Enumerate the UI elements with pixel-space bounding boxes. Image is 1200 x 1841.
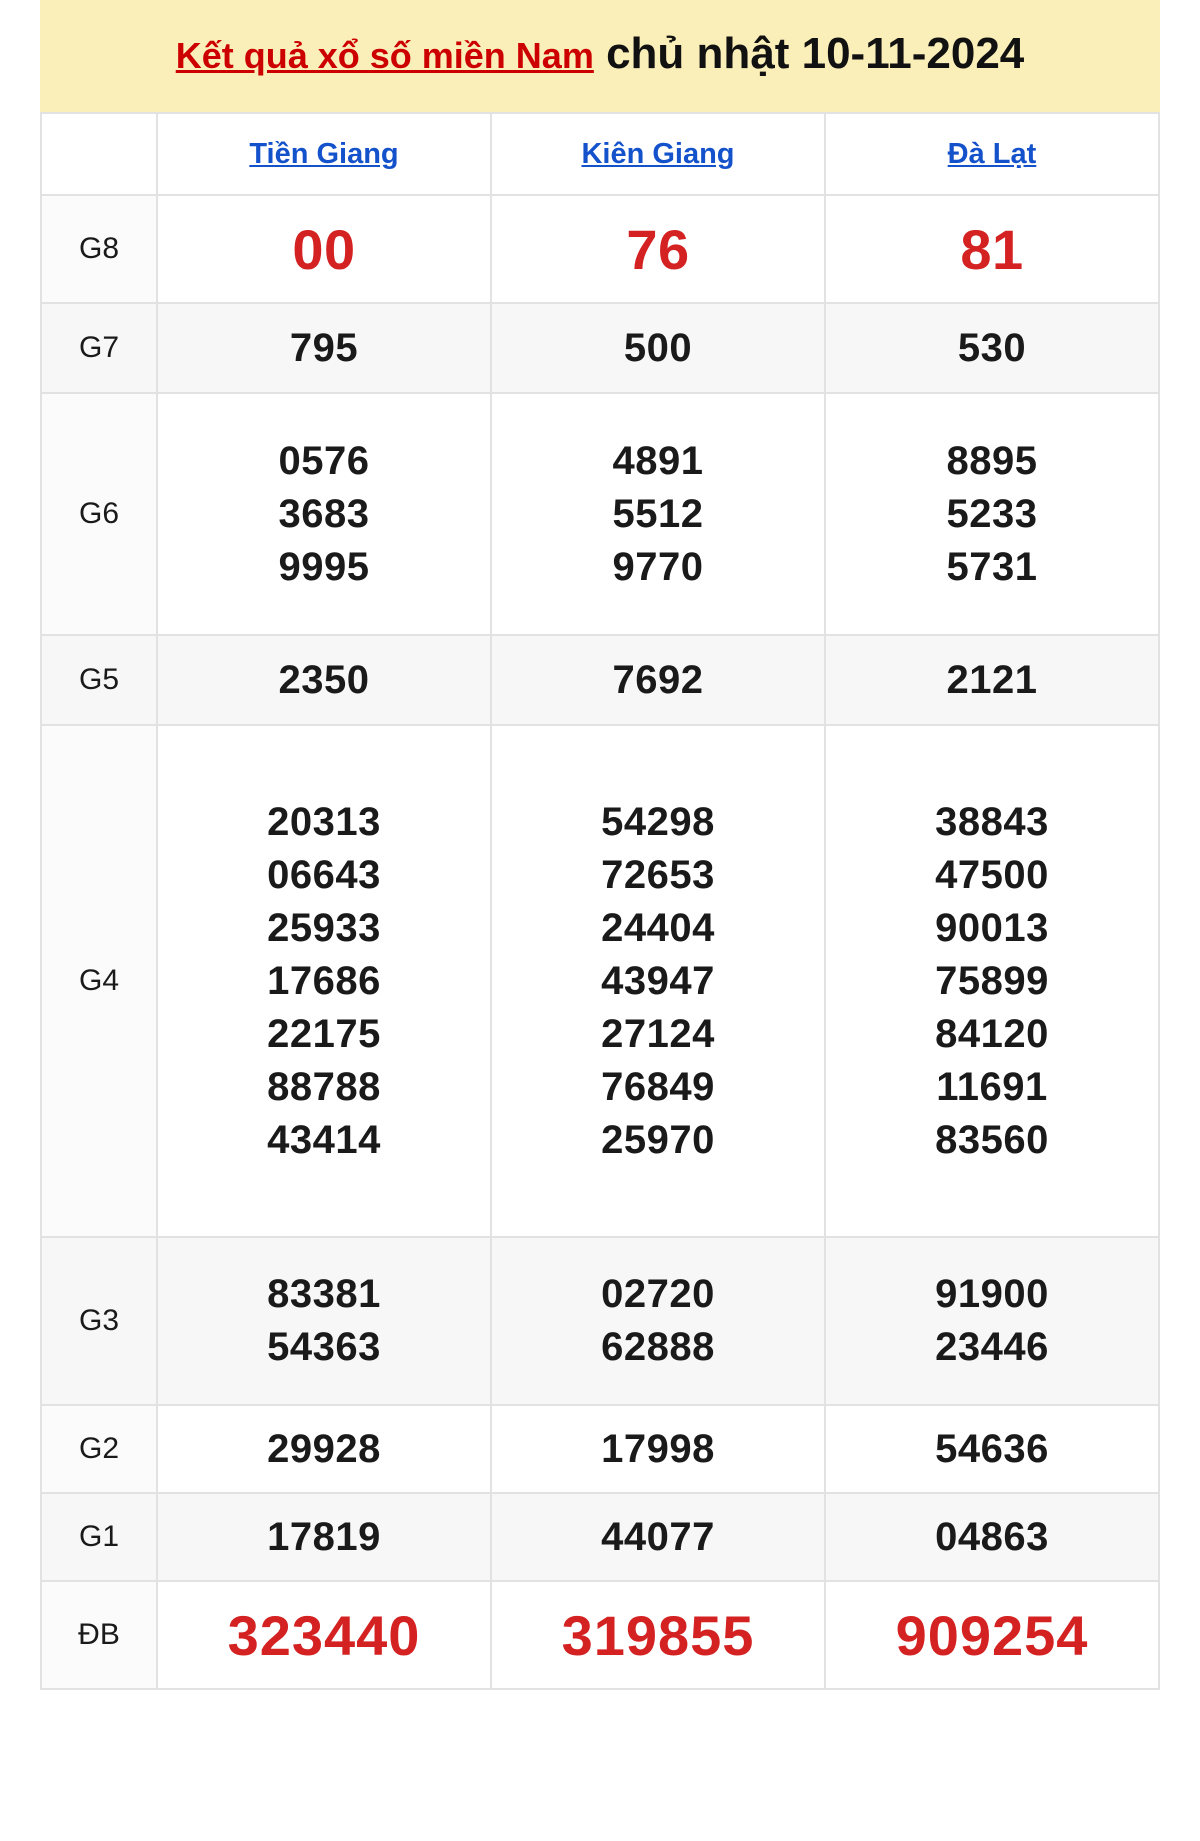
prize-cell (491, 1237, 825, 1405)
page-title-date: chủ nhật 10-11-2024 (593, 29, 1025, 78)
prize-cell (825, 303, 1159, 393)
table-row (41, 195, 1159, 303)
table-row (41, 1237, 1159, 1405)
prize-cell (157, 1493, 491, 1581)
prize-number: 11691 (936, 1064, 1048, 1109)
prize-number: 88788 (267, 1064, 381, 1109)
prize-number: 54298 (601, 799, 715, 844)
table-row (41, 725, 1159, 1237)
prize-label-G2: G2 (41, 1405, 157, 1493)
prize-number: 83560 (935, 1117, 1049, 1162)
prize-cell (825, 1493, 1159, 1581)
prize-number: 25970 (601, 1117, 715, 1162)
prize-number: 2350 (278, 657, 370, 702)
prize-number: 38843 (935, 799, 1049, 844)
prize-cell (491, 635, 825, 725)
prize-number: 0576 (278, 438, 370, 483)
prize-number: 75899 (935, 958, 1049, 1003)
prize-cell (157, 1405, 491, 1493)
prize-cell (825, 393, 1159, 635)
prize-cell (491, 195, 825, 303)
province-link-1[interactable]: Tiền Giang (249, 137, 399, 170)
prize-number: 3683 (278, 491, 370, 536)
prize-number: 5731 (946, 544, 1038, 589)
prize-number: 9770 (612, 544, 704, 589)
prize-cell (491, 725, 825, 1237)
prize-number: 2121 (946, 657, 1038, 702)
prize-number: 8895 (946, 438, 1038, 483)
prize-label-G8: G8 (41, 195, 157, 303)
prize-number: 81 (960, 217, 1024, 281)
prize-label-G6: G6 (41, 393, 157, 635)
prize-number: 9995 (278, 544, 370, 589)
prize-label-G3: G3 (41, 1237, 157, 1405)
prize-number: 44077 (601, 1514, 715, 1559)
prize-number: 76849 (601, 1064, 715, 1109)
prize-number: 54363 (267, 1325, 381, 1370)
province-header-cell (157, 113, 491, 195)
prize-number: 909254 (895, 1603, 1089, 1667)
prize-number: 23446 (935, 1325, 1049, 1370)
prize-number: 20313 (267, 799, 381, 844)
prize-number: 7692 (612, 657, 704, 702)
prize-number: 17998 (601, 1426, 715, 1471)
prize-cell (491, 1405, 825, 1493)
prize-number: 24404 (601, 905, 715, 950)
prize-number: 17819 (267, 1514, 381, 1559)
prize-cell (825, 635, 1159, 725)
prize-number: 84120 (935, 1011, 1049, 1056)
table-header-row (41, 113, 1159, 195)
prize-number: 72653 (601, 852, 715, 897)
prize-cell (825, 195, 1159, 303)
prize-label-G7: G7 (41, 303, 157, 393)
prize-cell (825, 1581, 1159, 1689)
prize-label-G4: G4 (41, 725, 157, 1237)
prize-cell (157, 393, 491, 635)
prize-cell (491, 393, 825, 635)
prize-number: 17686 (267, 958, 381, 1003)
prize-cell (825, 1405, 1159, 1493)
prize-number: 319855 (561, 1603, 755, 1667)
page-title-highlight: Kết quả xổ số miền Nam (175, 35, 594, 76)
prize-number: 76 (626, 217, 690, 281)
province-header-cell (825, 113, 1159, 195)
prize-cell (491, 1493, 825, 1581)
table-row (41, 393, 1159, 635)
table-row (41, 1405, 1159, 1493)
prize-number: 4891 (612, 438, 704, 483)
prize-number: 62888 (601, 1325, 715, 1370)
prize-number: 91900 (935, 1272, 1049, 1317)
table-row (41, 1581, 1159, 1689)
table-row (41, 303, 1159, 393)
prize-number: 43947 (601, 958, 715, 1003)
prize-cell (491, 1581, 825, 1689)
prize-number: 06643 (267, 852, 381, 897)
prize-cell (491, 303, 825, 393)
prize-number: 00 (292, 217, 356, 281)
prize-cell (157, 303, 491, 393)
prize-number: 22175 (267, 1011, 381, 1056)
prize-number: 47500 (935, 852, 1049, 897)
page-header (40, 0, 1160, 112)
prize-cell (157, 1237, 491, 1405)
prize-number: 530 (957, 325, 1027, 370)
prize-cell (157, 195, 491, 303)
prize-cell (825, 725, 1159, 1237)
province-link-3[interactable]: Đà Lạt (947, 137, 1037, 170)
prize-number: 795 (289, 325, 359, 370)
prize-number: 90013 (935, 905, 1049, 950)
prize-number: 27124 (601, 1011, 715, 1056)
prize-number: 5512 (612, 491, 704, 536)
prize-cell (157, 635, 491, 725)
table-row (41, 635, 1159, 725)
prize-label-G5: G5 (41, 635, 157, 725)
prize-number: 04863 (935, 1514, 1049, 1559)
prize-number: 323440 (227, 1603, 421, 1667)
prize-number: 29928 (267, 1426, 381, 1471)
prize-number: 500 (623, 325, 693, 370)
prize-number: 54636 (935, 1426, 1049, 1471)
prize-number: 43414 (267, 1117, 381, 1162)
prize-label-G1: G1 (41, 1493, 157, 1581)
province-link-2[interactable]: Kiên Giang (581, 137, 735, 170)
province-header-cell (491, 113, 825, 195)
table-corner-cell (41, 113, 157, 195)
prize-number: 5233 (946, 491, 1038, 536)
prize-number: 02720 (601, 1272, 715, 1317)
prize-number: 83381 (267, 1272, 381, 1317)
prize-cell (825, 1237, 1159, 1405)
prize-number: 25933 (267, 905, 381, 950)
prize-label-ĐB: ĐB (41, 1581, 157, 1689)
prize-cell (157, 1581, 491, 1689)
prize-cell (157, 725, 491, 1237)
table-row (41, 1493, 1159, 1581)
results-table (40, 112, 1160, 1690)
